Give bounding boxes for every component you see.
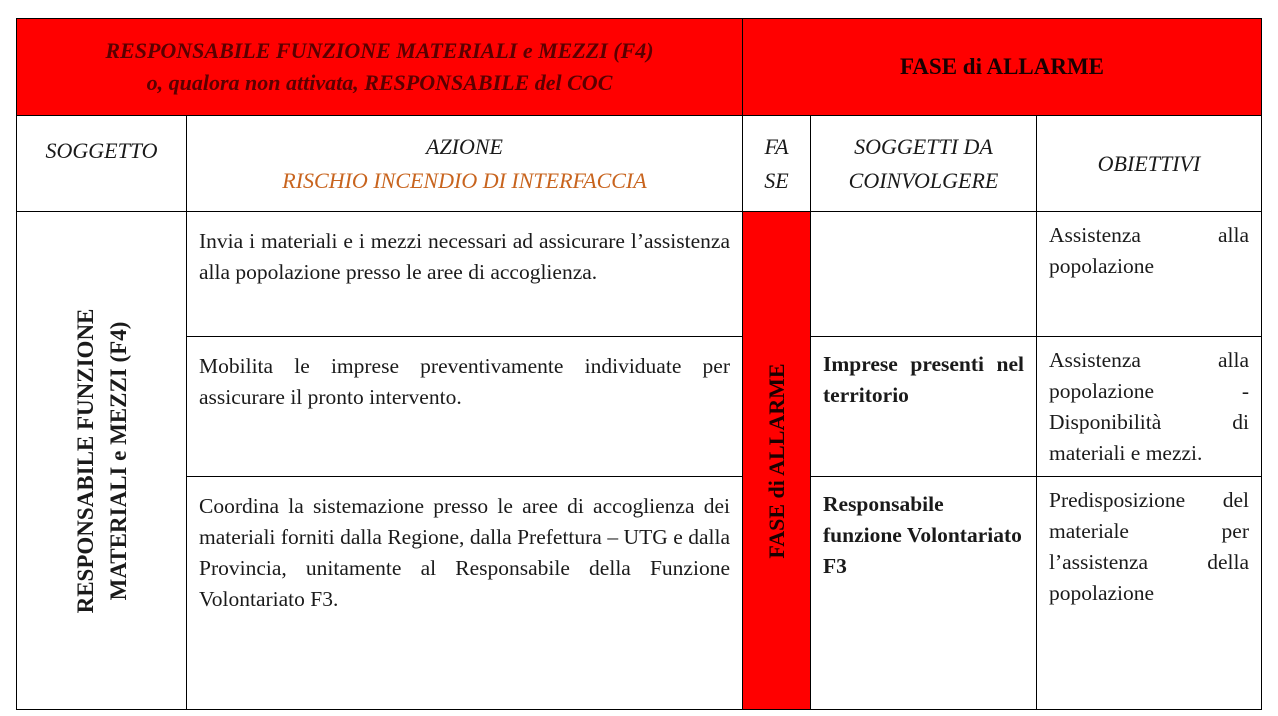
col-obiettivi-label: OBIETTIVI	[1097, 150, 1201, 176]
col-fase-label-2: SE	[764, 167, 789, 193]
col-header-obiettivi	[1037, 116, 1261, 212]
subject-vertical-label	[69, 308, 135, 613]
row1-soggetti	[811, 212, 1037, 337]
row1-obiettivi: Assistenza alla popolazione	[1037, 212, 1261, 337]
row3-soggetti: Responsabile funzione Volontariato F3	[811, 477, 1037, 709]
col-fase-label-1: FA	[764, 133, 789, 159]
procedure-table	[16, 18, 1262, 710]
phase-cell	[743, 212, 811, 709]
row3-azione: Coordina la sistemazione presso le aree di accoglienza dei materiali forniti dalla Regione, dalla Prefettura – UTG e dalla Provincia, unitamente al Responsabile della Funzione Volontariato F3.	[187, 477, 743, 709]
header-responsible-cell	[17, 19, 743, 116]
col-header-soggetti	[811, 116, 1037, 212]
row2-obiettivi: Assistenza alla popolazione - Disponibilità di materiali e mezzi.	[1037, 337, 1261, 477]
col-header-soggetto	[17, 116, 187, 212]
row2-soggetti: Imprese presenti nel territorio	[811, 337, 1037, 477]
header-title-line1: RESPONSABILE FUNZIONE MATERIALI e MEZZI (F4)	[105, 38, 654, 63]
row1-azione: Invia i materiali e i mezzi necessari ad assicurare l’assistenza alla popolazione presso le aree di accoglienza.	[187, 212, 743, 337]
subject-cell	[17, 212, 187, 709]
row3-obiettivi: Predisposizione del materiale per l’assistenza della popolazione	[1049, 488, 1249, 605]
row2-azione: Mobilita le imprese preventivamente individuate per assicurare il pronto intervento.	[187, 337, 743, 477]
header-title-line2: o, qualora non attivata, RESPONSABILE del COC	[146, 70, 613, 95]
col-header-azione	[187, 116, 743, 212]
subject-line2: MATERIALI e MEZZI (F4)	[105, 321, 131, 600]
col-azione-subtitle: RISCHIO INCENDIO DI INTERFACCIA	[282, 167, 647, 193]
subject-line1: RESPONSABILE FUNZIONE	[72, 308, 98, 613]
header-phase-cell	[743, 19, 1261, 116]
col-azione-label: AZIONE	[426, 133, 503, 159]
col-soggetti-label-1: SOGGETTI DA	[854, 133, 993, 159]
col-header-fase	[743, 116, 811, 212]
col-soggetti-label-2: COINVOLGERE	[848, 167, 999, 193]
phase-vertical-label: FASE di ALLARME	[763, 362, 789, 559]
col-soggetto-label: SOGGETTO	[45, 138, 158, 163]
header-phase-title: FASE di ALLARME	[899, 54, 1105, 79]
